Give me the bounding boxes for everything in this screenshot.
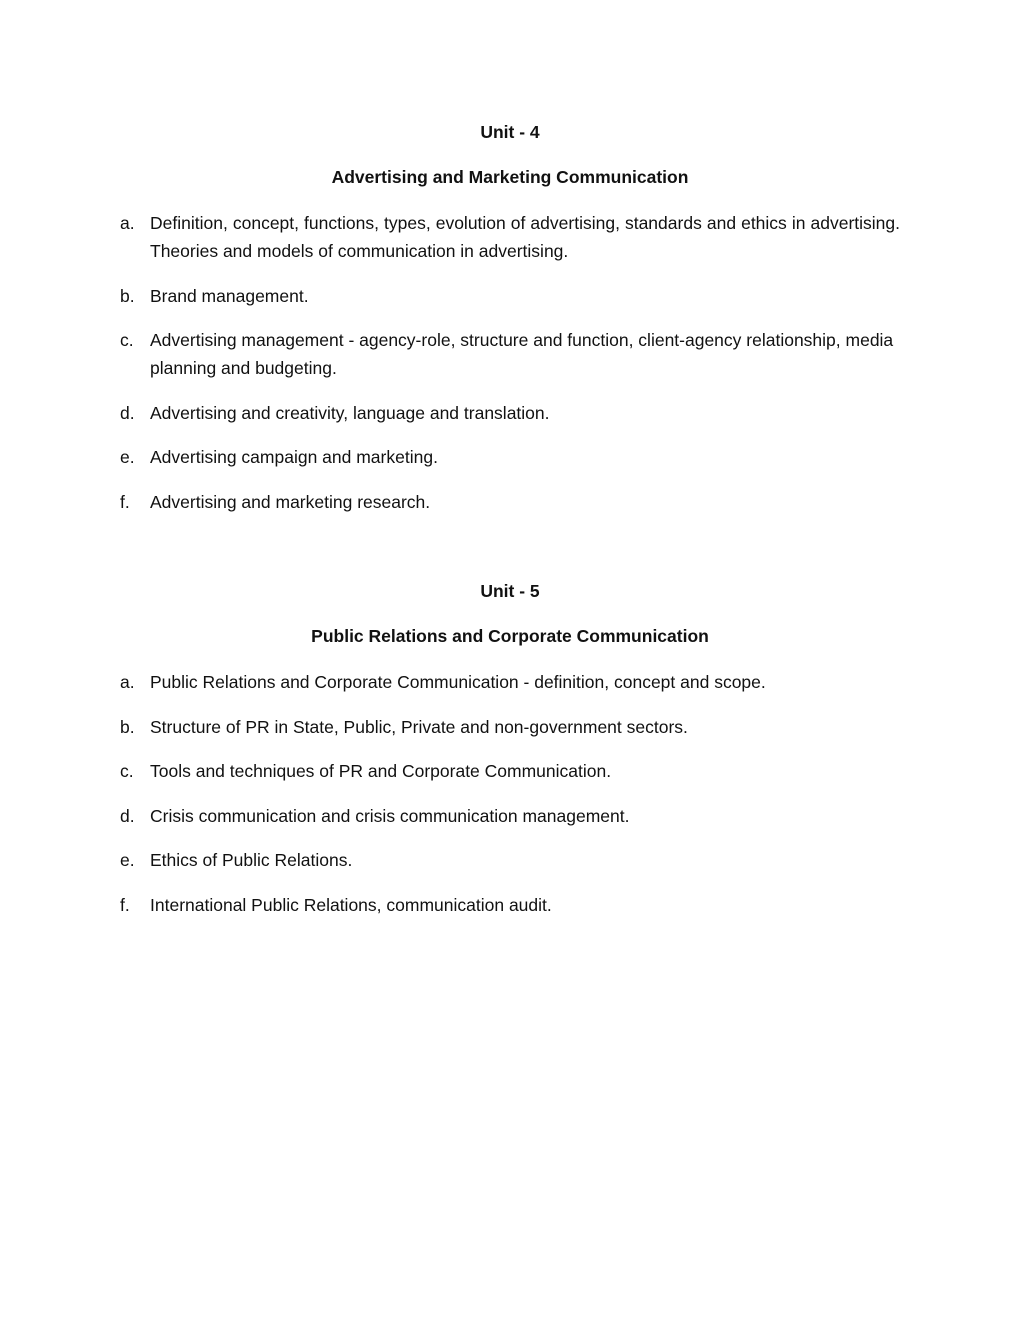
unit-heading: Advertising and Marketing Communication [331,167,689,187]
unit-5-section [120,579,900,935]
list-item-marker: e. [120,850,135,870]
list-item [120,488,900,516]
list-item-text: Advertising and creativity, language and translation. [150,402,550,423]
list-item-marker: d. [120,402,135,423]
list-item [120,209,900,265]
list-item [120,326,900,382]
list-item-text: Advertising campaign and marketing. [150,447,438,467]
list-item-marker: b. [120,285,135,306]
list-item-marker: e. [120,447,135,467]
list-item-text: International Public Relations, communication audit. [150,894,552,915]
list-item-marker: c. [120,761,134,781]
list-item [120,802,900,830]
list-item [120,846,900,874]
list-item-marker: b. [120,716,135,737]
unit-heading: Public Relations and Corporate Communication [311,626,709,646]
list-item-marker: a. [120,213,135,233]
list-item-marker: c. [120,330,134,350]
list-item-text: Structure of PR in State, Public, Private and non-government sectors. [150,716,688,737]
unit-title: Unit - 4 [480,122,540,142]
unit-4-section [120,120,900,532]
list-item [120,399,900,427]
list-item-text: Crisis communication and crisis communication management. [150,805,630,826]
list-item-text: Public Relations and Corporate Communication - definition, concept and scope. [150,672,766,692]
list-item-marker: f. [120,894,130,915]
list-item-text: Advertising and marketing research. [150,491,431,512]
unit-title: Unit - 5 [480,581,540,601]
list-item-text: Tools and techniques of PR and Corporate Communication. [150,761,612,781]
list-item-marker: a. [120,672,135,692]
list-item [120,713,900,741]
list-item-marker: f. [120,491,130,512]
list-item-marker: d. [120,805,135,826]
list-item-text: Brand management. [150,285,309,306]
list-item [120,282,900,310]
list-item [120,443,900,471]
list-item-text: Ethics of Public Relations. [150,850,353,870]
list-item-text: Definition, concept, functions, types, evolution of advertising, standards and ethics in advertising. Theories and models of communication in advertising. [150,213,900,261]
list-item [120,891,900,919]
list-item [120,668,900,696]
list-item-text: Advertising management - agency-role, structure and function, client-agency relationship, media planning and budgeting. [150,330,894,378]
list-item [120,757,900,785]
